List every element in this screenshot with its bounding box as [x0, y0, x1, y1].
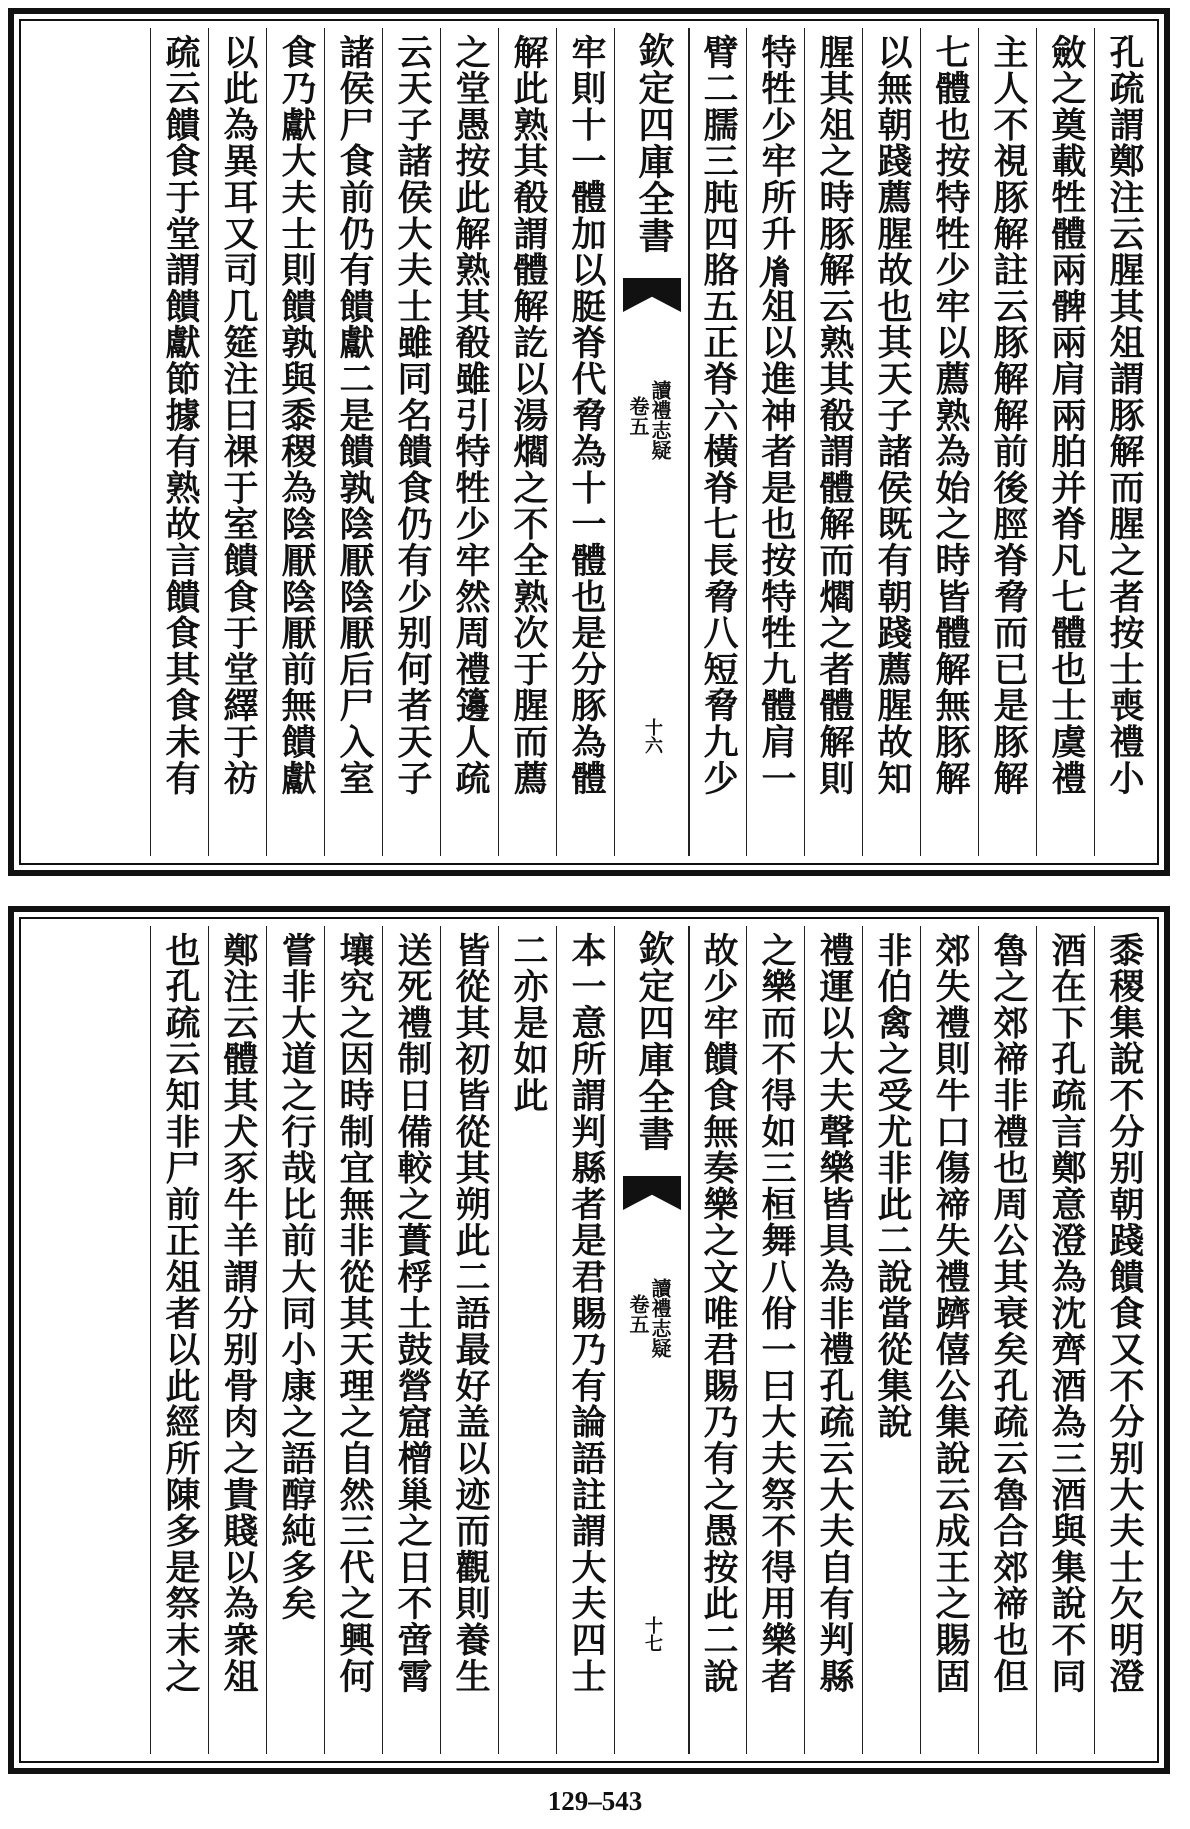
column-text: 本一意所謂判縣者是君賜乃有論語註謂大夫四士 [566, 932, 607, 1695]
top-text-block [28, 28, 1150, 856]
bottom-page [8, 906, 1170, 1774]
juan-number: 卷五 [626, 1294, 650, 1334]
text-column [688, 926, 747, 1754]
juan-number: 卷五 [626, 396, 650, 436]
library-title: 欽定四庫全書 [633, 930, 675, 1152]
text-column [498, 28, 557, 856]
fish-tail-mark [623, 1176, 681, 1210]
column-text: 非伯禽之受尤非此二說當從集說 [872, 932, 913, 1441]
text-column [1094, 28, 1153, 856]
column-text: 特牲少牢所升𦙍俎以進神者是也按特牲九體肩一 [756, 34, 797, 797]
text-column [382, 926, 441, 1754]
column-text: 斂之奠載牲體兩髀兩肩兩胉并脊凡七體也士虞禮 [1046, 34, 1087, 797]
text-column [324, 28, 383, 856]
column-text: 之堂愚按此解熟其殽雖引特牲少牢然周禮籩人疏 [450, 34, 491, 797]
column-text: 郊失禮則牛口傷禘失禮躋僖公集說云成王之賜固 [930, 932, 971, 1695]
column-text: 之樂而不得如三桓舞八佾一曰大夫祭不得用樂者 [756, 932, 797, 1695]
column-text: 魯之郊禘非禮也周公其衰矣孔疏云魯合郊禘也但 [988, 932, 1029, 1695]
bottom-text-block [28, 926, 1150, 1754]
column-text: 酒在下孔疏言鄭意澄為沈齊酒為三酒與集說不同 [1046, 932, 1087, 1695]
text-column [688, 28, 747, 856]
column-text: 以無朝踐薦腥故也其天子諸侯既有朝踐薦腥故知 [872, 34, 913, 797]
column-text: 鄭注云體其犬豕牛羊謂分别骨肉之貴賤以為衆俎 [218, 932, 259, 1695]
text-column [1036, 28, 1095, 856]
text-column [208, 28, 267, 856]
column-text: 孔疏謂鄭注云腥其俎謂豚解而腥之者按士喪禮小 [1104, 34, 1145, 797]
column-text: 壤究之因時制宜無非從其天理之自然三代之興何 [334, 932, 375, 1695]
text-column [862, 926, 921, 1754]
text-column [804, 28, 863, 856]
text-column [1094, 926, 1153, 1754]
text-column [150, 926, 209, 1754]
text-column [440, 926, 499, 1754]
column-text: 皆從其初皆從其朔此二語最好盖以迹而觀則養生 [450, 932, 491, 1695]
text-column [556, 28, 615, 856]
column-text: 以此為異耳又司几筵注曰祼于室饋食于堂繹于祊 [218, 34, 259, 797]
column-text: 二亦是如此 [508, 932, 549, 1114]
column-text: 牢則十一體加以脡脊代脅為十一體也是分豚為體 [566, 34, 607, 797]
text-column [382, 28, 441, 856]
text-column [556, 926, 615, 1754]
library-title: 欽定四庫全書 [633, 32, 675, 254]
leaf-number: 十六 [642, 718, 663, 754]
page-code: 129–543 [547, 1786, 643, 1816]
column-text: 黍稷集說不分别朝踐饋食又不分别大夫士欠明澄 [1104, 932, 1145, 1695]
text-column [1036, 926, 1095, 1754]
column-text: 故少牢饋食無奏樂之文唯君賜乃有之愚按此二說 [698, 932, 739, 1695]
text-column [266, 28, 325, 856]
column-text: 禮運以大夫聲樂皆具為非禮孔疏云大夫自有判縣 [814, 932, 855, 1695]
text-column [978, 28, 1037, 856]
center-gutter [614, 28, 690, 856]
book-title: 讀禮志疑 [648, 1278, 672, 1358]
column-text: 云天子諸侯大夫士雖同名饋食仍有少别何者天子 [392, 34, 433, 797]
column-text: 食乃獻大夫士則饋孰與黍稷為陰厭陰厭前無饋獻 [276, 34, 317, 797]
fish-tail-mark [623, 278, 681, 312]
text-column [324, 926, 383, 1754]
text-column [208, 926, 267, 1754]
text-column [862, 28, 921, 856]
column-text: 也孔疏云知非尸前正俎者以此經所陳多是祭末之 [160, 932, 201, 1695]
text-column [978, 926, 1037, 1754]
text-column [746, 926, 805, 1754]
column-text: 送死禮制日備較之蕢桴土鼓營窟橧巢之日不啻霄 [392, 932, 433, 1695]
text-column [920, 28, 979, 856]
text-column [746, 28, 805, 856]
book-title: 讀禮志疑 [648, 380, 672, 460]
column-text: 主人不視豚解註云豚解解前後脛脊脅而已是豚解 [988, 34, 1029, 797]
text-column [440, 28, 499, 856]
column-text: 臂二臑三肫四胳五正脊六橫脊七長脅八短脅九少 [698, 34, 739, 797]
text-column [150, 28, 209, 856]
column-text: 嘗非大道之行哉比前大同小康之語醇純多矣 [276, 932, 317, 1622]
column-text: 解此熟其殽謂體解訖以湯爓之不全熟次于腥而薦 [508, 34, 549, 797]
center-gutter [614, 926, 690, 1754]
text-column [498, 926, 557, 1754]
column-text: 疏云饋食于堂謂饋獻節據有熟故言饋食其食未有 [160, 34, 201, 797]
text-column [920, 926, 979, 1754]
top-page [8, 8, 1170, 876]
column-text: 諸侯尸食前仍有饋獻二是饋孰陰厭陰厭后尸入室 [334, 34, 375, 797]
column-text: 七體也按特牲少牢以薦熟為始之時皆體解無豚解 [930, 34, 971, 797]
text-column [266, 926, 325, 1754]
text-column [804, 926, 863, 1754]
column-text: 腥其俎之時豚解云熟其殽謂體解而爓之者體解則 [814, 34, 855, 797]
leaf-number: 十七 [642, 1616, 663, 1652]
